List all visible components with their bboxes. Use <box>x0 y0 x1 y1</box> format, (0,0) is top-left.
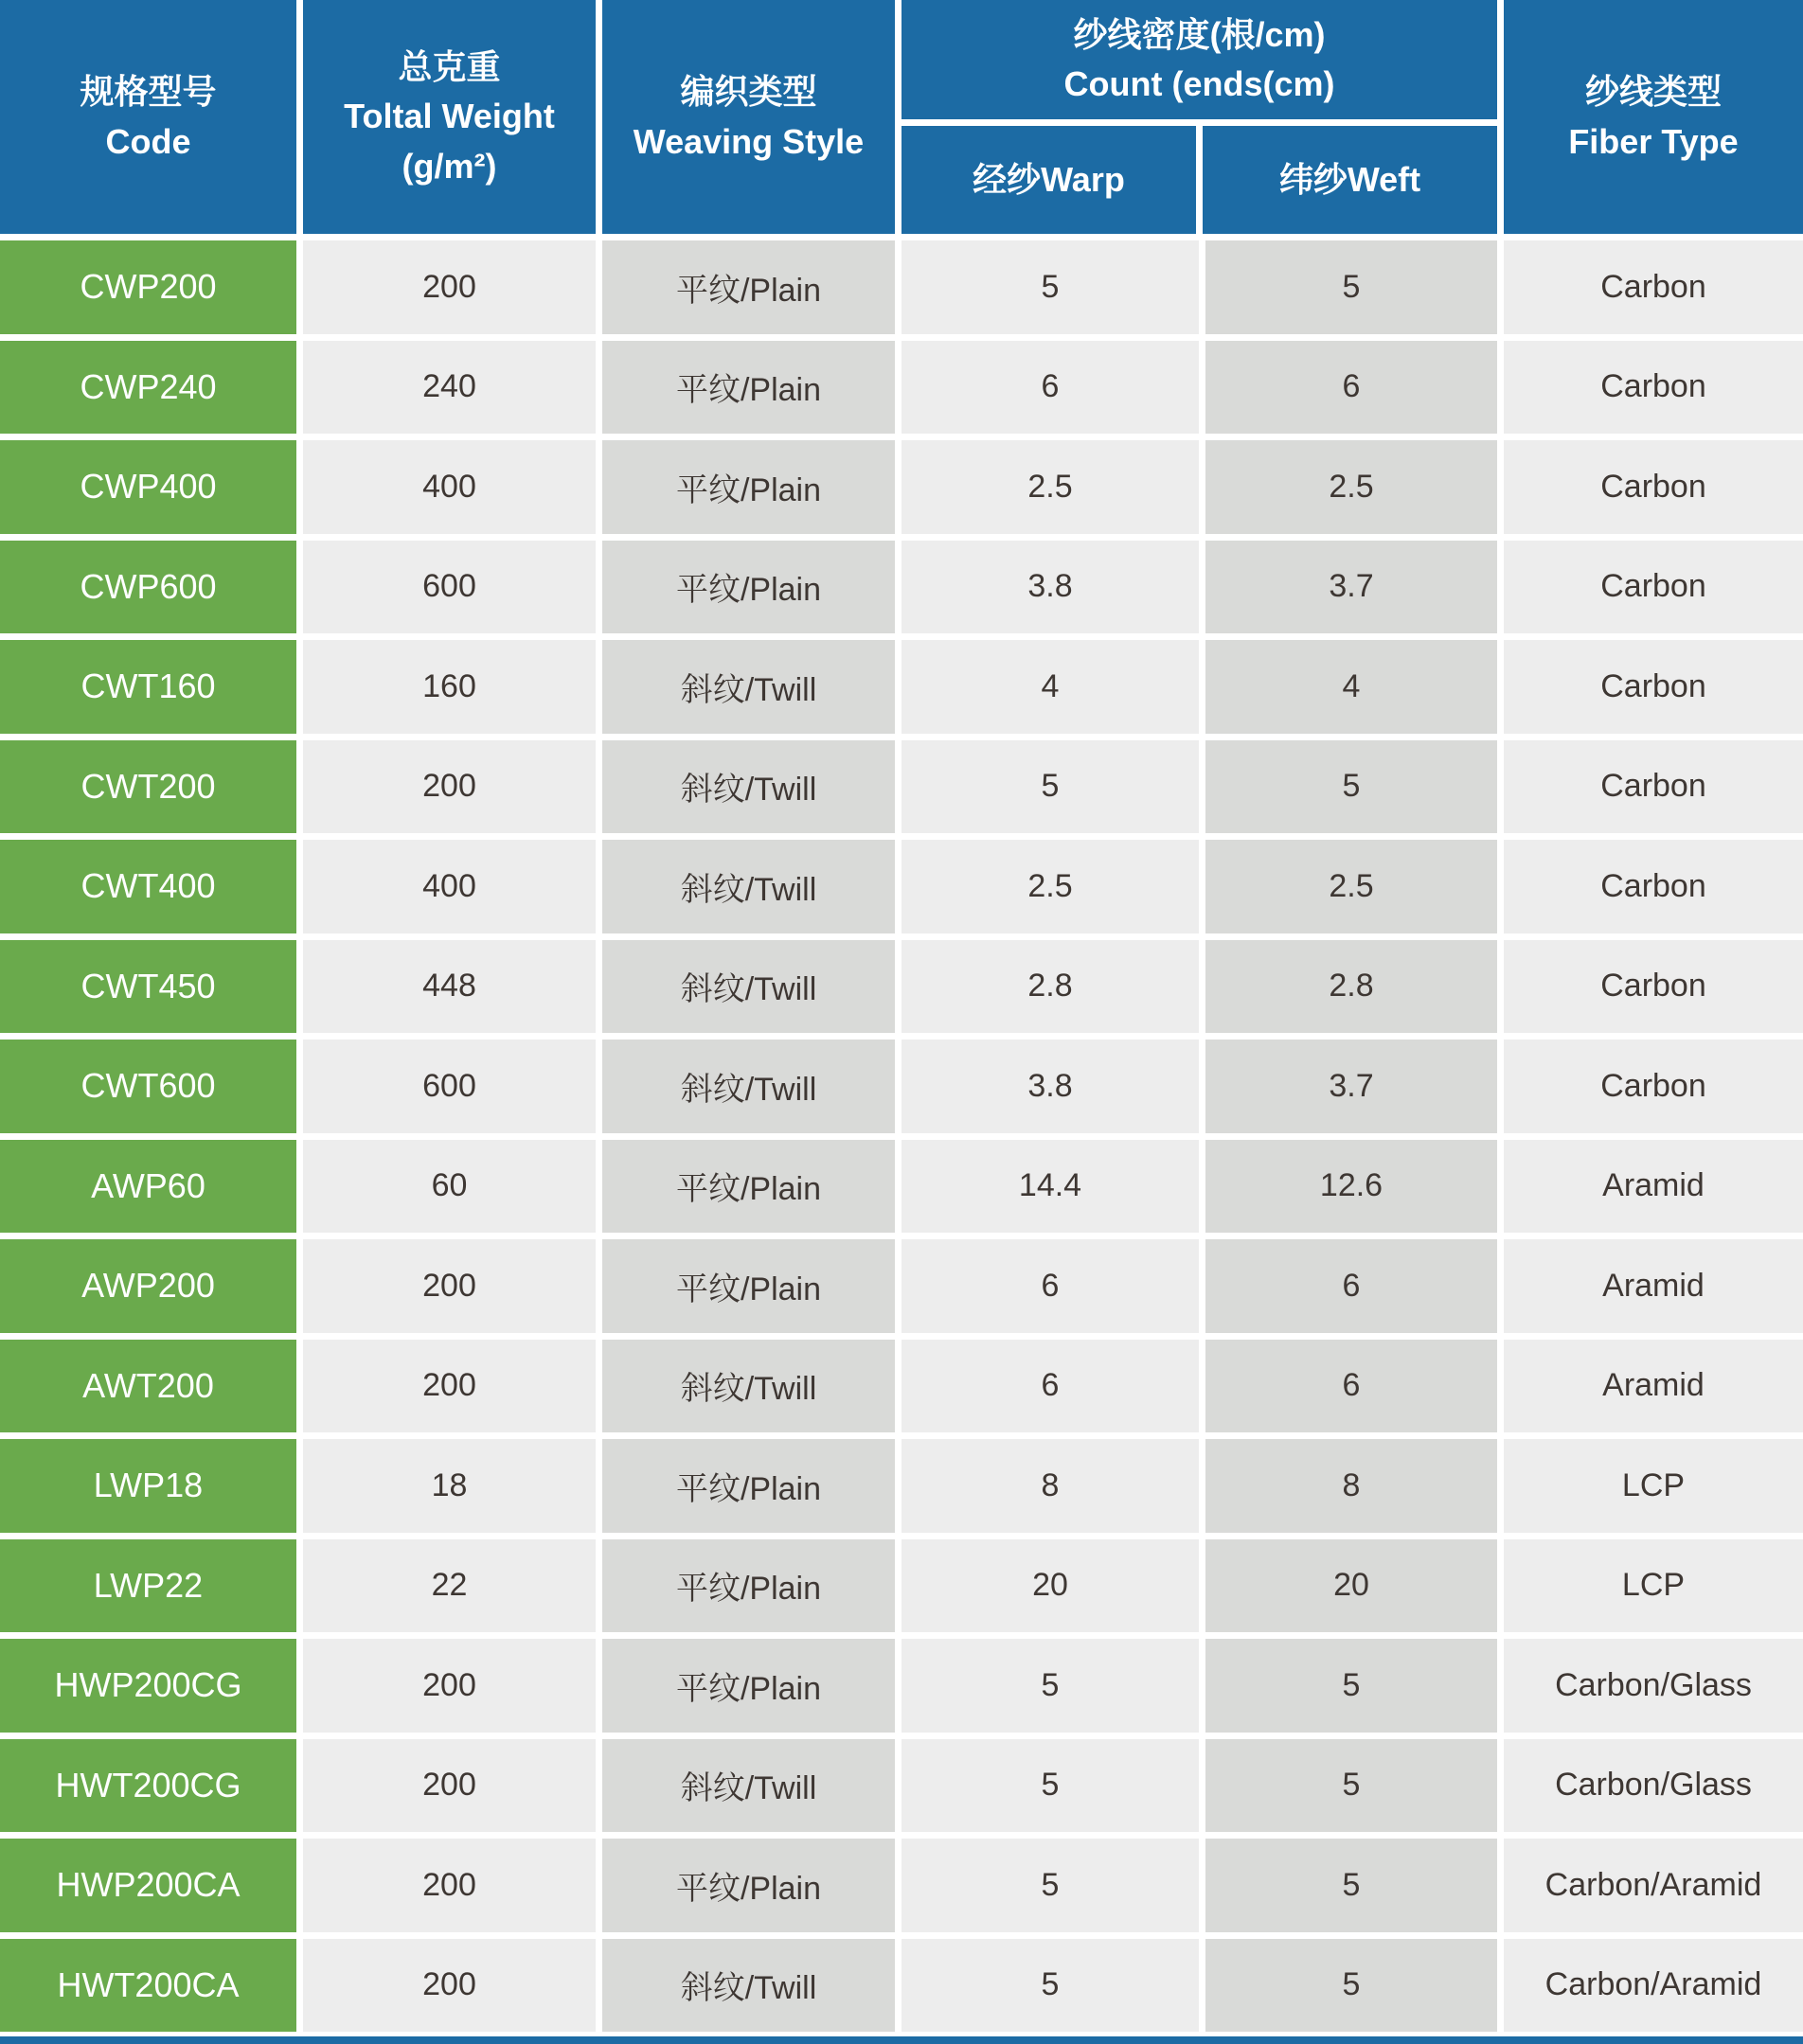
warp-cell: 8 <box>902 1439 1199 1533</box>
header-fiber-cell <box>1504 0 1803 234</box>
fiber-cell: LCP <box>1504 1539 1803 1633</box>
weft-cell: 2.5 <box>1205 840 1497 933</box>
warp-cell: 6 <box>902 1239 1199 1333</box>
weaving-cell: 平纹/Plain <box>602 1140 895 1234</box>
header-fiber-en: Fiber Type <box>1568 121 1739 161</box>
fiber-cell: Aramid <box>1504 1239 1803 1333</box>
weft-cell: 4 <box>1205 640 1497 734</box>
code-cell: CWP240 <box>0 341 296 435</box>
code-cell: LWP18 <box>0 1439 296 1533</box>
weft-cell: 5 <box>1205 240 1497 334</box>
weight-cell: 200 <box>303 1239 596 1333</box>
fiber-cell: Aramid <box>1504 1140 1803 1234</box>
weight-cell: 22 <box>303 1539 596 1633</box>
weaving-cell: 平纹/Plain <box>602 440 895 534</box>
weft-cell: 12.6 <box>1205 1140 1497 1234</box>
header-code-en: Code <box>105 121 191 161</box>
weaving-cell: 平纹/Plain <box>602 341 895 435</box>
code-cell: AWT200 <box>0 1340 296 1433</box>
weft-cell: 20 <box>1205 1539 1497 1633</box>
warp-cell: 2.5 <box>902 440 1199 534</box>
weight-cell: 200 <box>303 1839 596 1932</box>
warp-cell: 5 <box>902 240 1199 334</box>
code-cell: HWT200CG <box>0 1739 296 1833</box>
code-cell: CWP200 <box>0 240 296 334</box>
fiber-cell: Carbon <box>1504 940 1803 1034</box>
weight-cell: 240 <box>303 341 596 435</box>
weft-cell: 5 <box>1205 740 1497 834</box>
weaving-cell: 平纹/Plain <box>602 1839 895 1932</box>
weft-cell: 6 <box>1205 341 1497 435</box>
fiber-cell: LCP <box>1504 1439 1803 1533</box>
code-cell: HWT200CA <box>0 1939 296 2033</box>
warp-cell: 5 <box>902 1939 1199 2033</box>
fiber-cell: Carbon/Aramid <box>1504 1939 1803 2033</box>
header-weaving-cell <box>602 0 895 234</box>
weft-cell: 5 <box>1205 1739 1497 1833</box>
header-weaving-en: Weaving Style <box>633 121 865 161</box>
weaving-cell: 斜纹/Twill <box>602 740 895 834</box>
header-code-zh: 规格型号 <box>80 72 217 112</box>
header-fiber-zh: 纱线类型 <box>1584 72 1722 112</box>
weight-cell: 200 <box>303 1639 596 1733</box>
code-cell: CWT600 <box>0 1040 296 1133</box>
weft-cell: 8 <box>1205 1439 1497 1533</box>
header-count-en: Count (ends(cm) <box>1063 64 1335 103</box>
table-header-row <box>0 0 1803 234</box>
code-cell: CWT200 <box>0 740 296 834</box>
fiber-cell: Carbon/Glass <box>1504 1739 1803 1833</box>
fiber-cell: Carbon <box>1504 1040 1803 1133</box>
warp-cell: 5 <box>902 1639 1199 1733</box>
weaving-cell: 斜纹/Twill <box>602 940 895 1034</box>
weight-cell: 200 <box>303 240 596 334</box>
weft-cell: 3.7 <box>1205 541 1497 634</box>
fiber-cell: Aramid <box>1504 1340 1803 1433</box>
warp-cell: 20 <box>902 1539 1199 1633</box>
table-body <box>0 240 1803 2032</box>
weft-cell: 5 <box>1205 1839 1497 1932</box>
weight-cell: 400 <box>303 840 596 933</box>
weight-cell: 200 <box>303 1739 596 1833</box>
weight-cell: 200 <box>303 1939 596 2033</box>
warp-cell: 14.4 <box>902 1140 1199 1234</box>
weaving-cell: 平纹/Plain <box>602 1239 895 1333</box>
weaving-cell: 平纹/Plain <box>602 1539 895 1633</box>
header-warp-cell <box>902 126 1196 234</box>
weaving-cell: 斜纹/Twill <box>602 1939 895 2033</box>
next-section-header-strip <box>0 2036 1803 2044</box>
header-weight-zh: 总克重 <box>398 47 501 87</box>
code-cell: AWP200 <box>0 1239 296 1333</box>
header-weaving-zh: 编织类型 <box>680 72 817 112</box>
warp-cell: 5 <box>902 740 1199 834</box>
weft-cell: 2.5 <box>1205 440 1497 534</box>
header-weft-cell <box>1203 126 1497 234</box>
warp-cell: 6 <box>902 341 1199 435</box>
code-cell: HWP200CA <box>0 1839 296 1932</box>
warp-cell: 2.8 <box>902 940 1199 1034</box>
warp-cell: 6 <box>902 1340 1199 1433</box>
header-code-cell <box>0 0 296 234</box>
warp-cell: 2.5 <box>902 840 1199 933</box>
fiber-cell: Carbon <box>1504 440 1803 534</box>
weft-cell: 6 <box>1205 1239 1497 1333</box>
header-count-label-cell <box>902 0 1497 119</box>
weft-cell: 5 <box>1205 1939 1497 2033</box>
fiber-cell: Carbon <box>1504 640 1803 734</box>
header-weft-label: 纬纱Weft <box>1278 159 1421 199</box>
header-weight-cell <box>303 0 596 234</box>
warp-cell: 5 <box>902 1839 1199 1932</box>
fiber-cell: Carbon/Aramid <box>1504 1839 1803 1932</box>
weaving-cell: 平纹/Plain <box>602 240 895 334</box>
header-weight-unit: (g/m²) <box>402 146 497 186</box>
weight-cell: 60 <box>303 1140 596 1234</box>
warp-cell: 3.8 <box>902 541 1199 634</box>
fiber-cell: Carbon/Glass <box>1504 1639 1803 1733</box>
weaving-cell: 斜纹/Twill <box>602 1340 895 1433</box>
weight-cell: 448 <box>303 940 596 1034</box>
header-weight-en: Toltal Weight <box>344 97 555 136</box>
weaving-cell: 平纹/Plain <box>602 1439 895 1533</box>
weight-cell: 200 <box>303 740 596 834</box>
header-warp-label: 经纱Warp <box>973 159 1125 199</box>
weight-cell: 200 <box>303 1340 596 1433</box>
code-cell: HWP200CG <box>0 1639 296 1733</box>
weft-cell: 2.8 <box>1205 940 1497 1034</box>
code-cell: CWT160 <box>0 640 296 734</box>
code-cell: LWP22 <box>0 1539 296 1633</box>
weft-cell: 5 <box>1205 1639 1497 1733</box>
weaving-cell: 平纹/Plain <box>602 541 895 634</box>
fiber-cell: Carbon <box>1504 341 1803 435</box>
code-cell: AWP60 <box>0 1140 296 1234</box>
weaving-cell: 斜纹/Twill <box>602 1739 895 1833</box>
weight-cell: 18 <box>303 1439 596 1533</box>
weaving-cell: 斜纹/Twill <box>602 1040 895 1133</box>
weight-cell: 400 <box>303 440 596 534</box>
weft-cell: 3.7 <box>1205 1040 1497 1133</box>
weaving-cell: 斜纹/Twill <box>602 640 895 734</box>
weight-cell: 160 <box>303 640 596 734</box>
weight-cell: 600 <box>303 541 596 634</box>
fiber-cell: Carbon <box>1504 840 1803 933</box>
header-count-group-cell <box>902 0 1497 234</box>
warp-cell: 3.8 <box>902 1040 1199 1133</box>
code-cell: CWT400 <box>0 840 296 933</box>
weft-cell: 6 <box>1205 1340 1497 1433</box>
code-cell: CWP600 <box>0 541 296 634</box>
fiber-cell: Carbon <box>1504 541 1803 634</box>
code-cell: CWP400 <box>0 440 296 534</box>
warp-cell: 5 <box>902 1739 1199 1833</box>
weaving-cell: 斜纹/Twill <box>602 840 895 933</box>
warp-cell: 4 <box>902 640 1199 734</box>
fiber-cell: Carbon <box>1504 740 1803 834</box>
code-cell: CWT450 <box>0 940 296 1034</box>
fiber-cell: Carbon <box>1504 240 1803 334</box>
weaving-cell: 平纹/Plain <box>602 1639 895 1733</box>
weight-cell: 600 <box>303 1040 596 1133</box>
header-count-zh: 纱线密度(根/cm) <box>1073 14 1326 54</box>
